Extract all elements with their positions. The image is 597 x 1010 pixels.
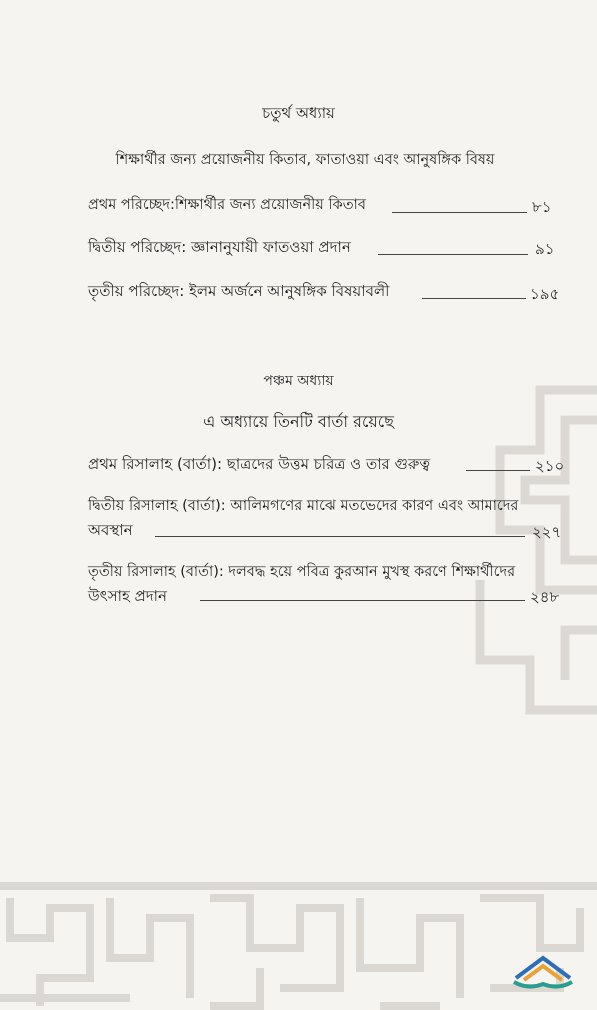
toc-page-ch4-3: ১৯৫ xyxy=(530,285,560,303)
toc-entry-ch5-3-line2: উৎসাহ প্রদান xyxy=(88,587,167,605)
toc-leader-ch5-1 xyxy=(466,470,530,471)
toc-leader-ch4-2 xyxy=(378,254,528,255)
toc-page-ch4-2: ৯১ xyxy=(535,240,555,258)
toc-entry-ch5-1: প্রথম রিসালাহ (বার্তা): ছাত্রদের উত্তম চরিত্র ও তার গুরুত্ব xyxy=(88,455,431,473)
toc-entry-ch4-3: তৃতীয় পরিচ্ছেদ: ইলম অর্জনে আনুষঙ্গিক বিষয়াবলী xyxy=(88,282,390,300)
toc-entry-ch5-2-line1: দ্বিতীয় রিসালাহ (বার্তা): আলিমগণের মাঝে মতভেদের কারণ এবং আমাদের xyxy=(88,498,519,514)
toc-page-ch4-1: ৮১ xyxy=(532,198,552,216)
toc-leader-ch5-3 xyxy=(200,600,525,601)
toc-entry-ch5-2-line2: অবস্থান xyxy=(88,521,133,539)
toc-entry-ch4-1: প্রথম পরিচ্ছেদ:শিক্ষার্থীর জন্য প্রয়োজনীয় কিতাব xyxy=(88,197,366,213)
bottom-geometric-pattern xyxy=(0,868,597,1010)
publisher-logo-icon xyxy=(510,950,576,992)
toc-page-ch5-1: ২১০ xyxy=(535,457,565,475)
toc-page-ch5-2: ২২৭ xyxy=(532,523,562,541)
toc-entry-ch4-2: দ্বিতীয় পরিচ্ছেদ: জ্ঞানানুযায়ী ফাতওয়া প্রদান xyxy=(88,238,351,256)
toc-entry-ch5-3-line1: তৃতীয় রিসালাহ (বার্তা): দলবদ্ধ হয়ে পবিত্র কুরআন মুখস্থ করণে শিক্ষার্থীদের xyxy=(88,564,516,580)
toc-leader-ch4-3 xyxy=(422,298,526,299)
toc-page-ch5-3: ২৪৮ xyxy=(530,588,560,606)
toc-leader-ch4-1 xyxy=(392,212,527,213)
chapter-4-title: চতুর্থ অধ্যায় xyxy=(262,104,335,122)
chapter-5-subtitle: এ অধ্যায়ে তিনটি বার্তা রয়েছে xyxy=(203,412,394,431)
chapter-4-subtitle: শিক্ষার্থীর জন্য প্রয়োজনীয় কিতাব, ফাতাওয়া এবং আনুষঙ্গিক বিষয় xyxy=(115,152,495,168)
chapter-5-title: পঞ্চম অধ্যায় xyxy=(263,373,334,389)
toc-leader-ch5-2 xyxy=(155,536,525,537)
